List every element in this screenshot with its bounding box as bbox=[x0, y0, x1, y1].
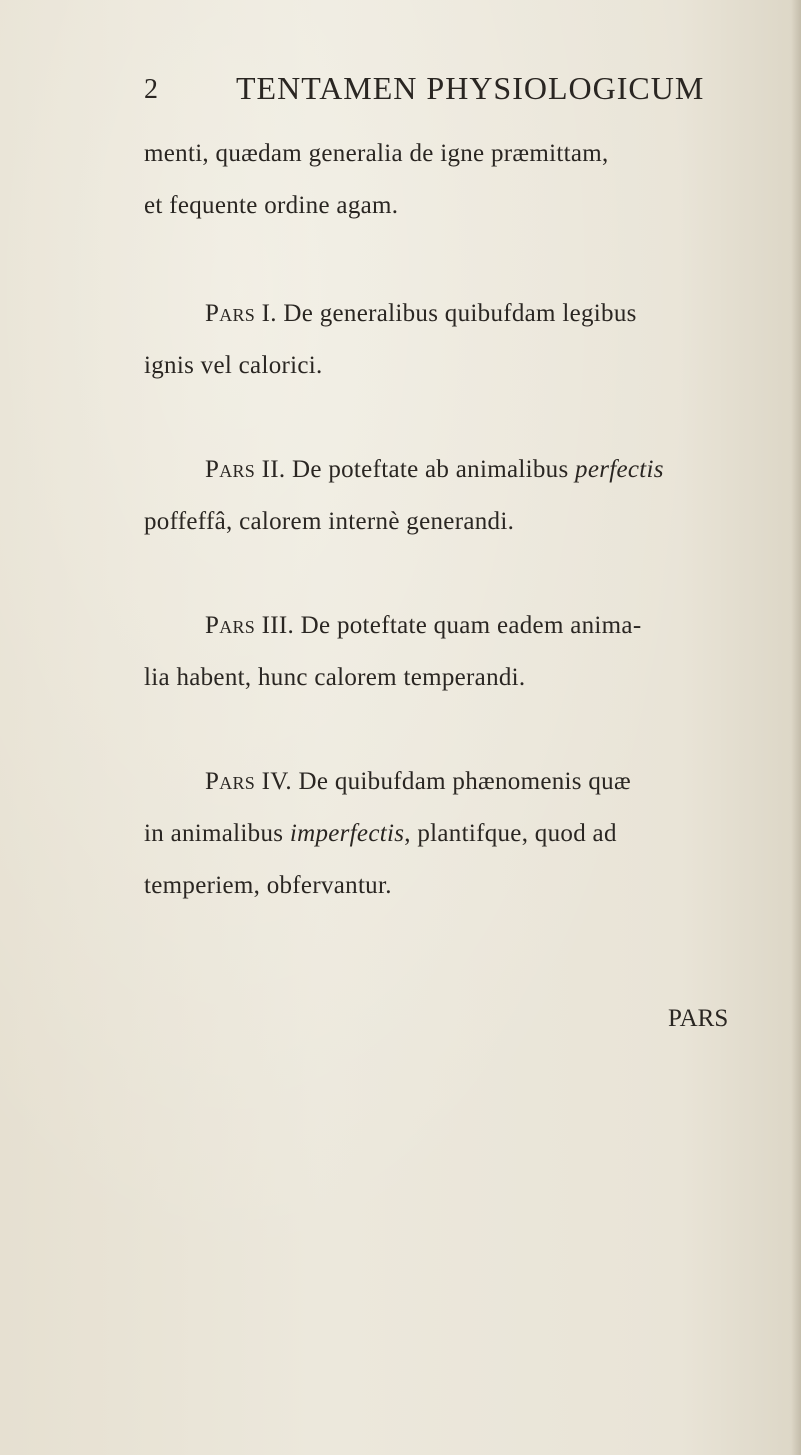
part-2-label: Pars II. bbox=[205, 456, 286, 483]
part-4-line-2-post: , plantifque, quod ad bbox=[404, 820, 617, 847]
part-2-line-2: poffeffâ, calorem internè generandi. bbox=[144, 508, 515, 535]
part-4-heading: De quibufdam phænomenis quæ bbox=[291, 768, 631, 795]
part-1-label: Pars I. bbox=[205, 300, 277, 327]
part-4-line-1 bbox=[205, 768, 631, 796]
part-1-line-2: ignis vel calorici. bbox=[144, 352, 323, 379]
part-3-heading: De poteftate quam eadem anima- bbox=[294, 612, 642, 639]
part-4-line-2 bbox=[144, 820, 617, 848]
part-4-label: Pars IV. bbox=[205, 768, 292, 795]
part-2-line-1 bbox=[205, 456, 664, 484]
intro-line-1: menti, quædam generalia de igne præmittam, bbox=[144, 140, 609, 167]
running-title: TENTAMEN PHYSIOLOGICUM bbox=[236, 70, 705, 106]
part-3-line-1 bbox=[205, 612, 641, 640]
part-4-italic: imperfectis bbox=[289, 820, 405, 847]
part-1-line-1 bbox=[205, 300, 637, 328]
part-3-line-2: lia habent, hunc calorem temperandi. bbox=[144, 664, 526, 691]
part-4-line-2-pre: in animalibus bbox=[144, 820, 290, 847]
part-1-heading: De generalibus quibufdam legibus bbox=[276, 300, 637, 327]
part-2-italic: perfectis bbox=[575, 456, 664, 483]
page-header bbox=[144, 70, 734, 120]
catchword: PARS bbox=[668, 1005, 729, 1032]
part-2-heading: De poteftate ab animalibus bbox=[285, 456, 576, 483]
intro-line-2: et fequente ordine agam. bbox=[144, 192, 399, 219]
part-3-label: Pars III. bbox=[205, 612, 295, 639]
part-4-line-3: temperiem, obfervantur. bbox=[144, 872, 392, 899]
page-number: 2 bbox=[144, 74, 158, 105]
page-edge-shadow bbox=[791, 0, 801, 1455]
